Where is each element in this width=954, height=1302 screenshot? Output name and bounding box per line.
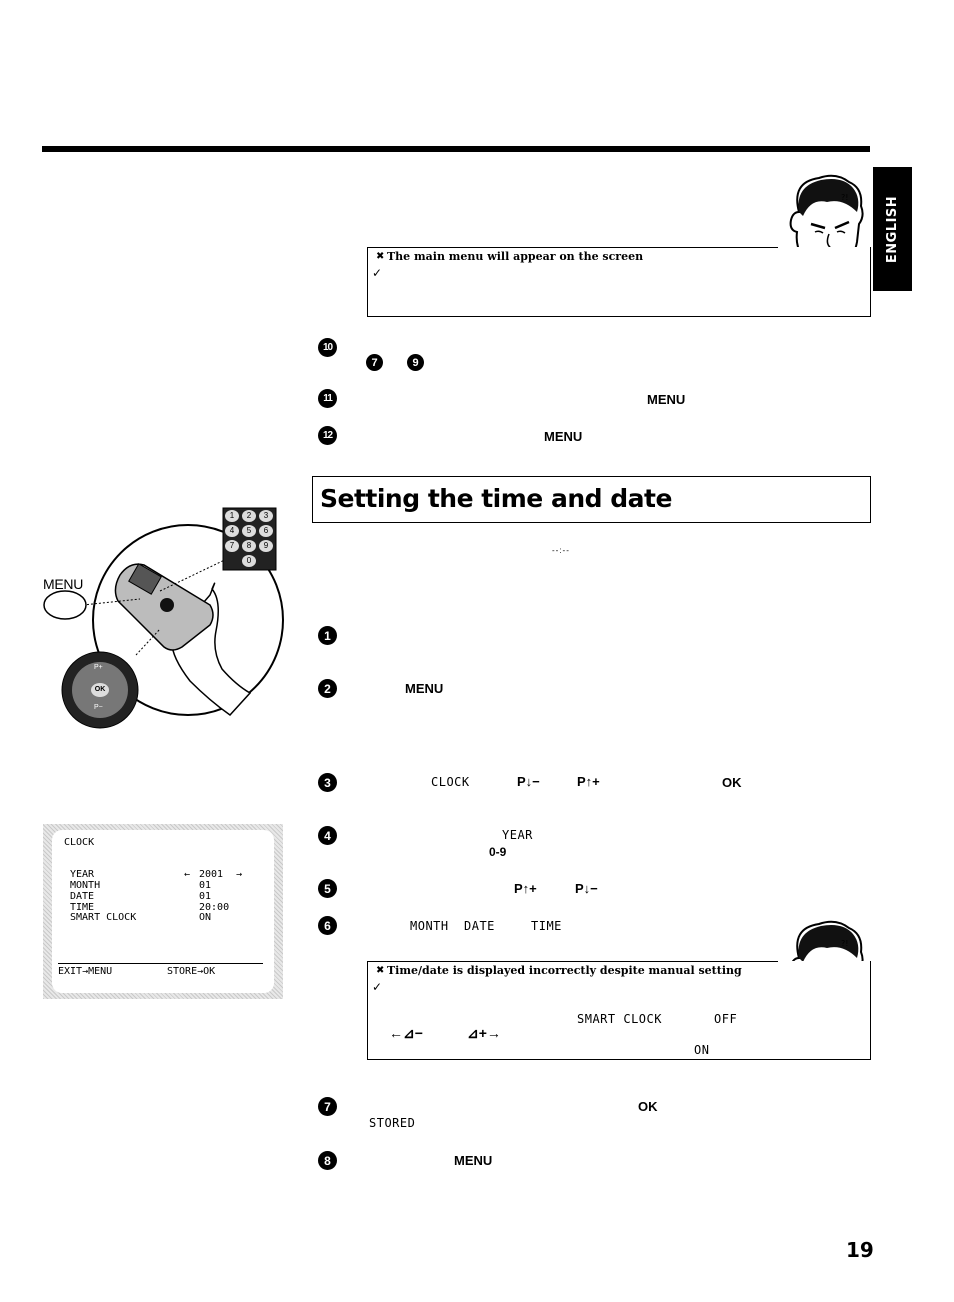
date-menu-item: DATE bbox=[464, 919, 495, 933]
language-tab-label: ENGLISH bbox=[885, 195, 901, 263]
step-number-3: 3 bbox=[318, 773, 337, 792]
year-menu-item: YEAR bbox=[502, 828, 533, 842]
keypad-key: 5 bbox=[242, 525, 256, 537]
p-up-key: P↑+ bbox=[514, 881, 537, 896]
keypad-key: 6 bbox=[259, 525, 273, 537]
page-number: 19 bbox=[846, 1238, 874, 1262]
digit-keys: 0-9 bbox=[489, 845, 507, 859]
time-placeholder: --:-- bbox=[552, 546, 570, 555]
svg-text:?!: ?! bbox=[841, 193, 849, 202]
screen-row-value: 20:00 bbox=[199, 902, 230, 913]
on-value: ON bbox=[694, 1043, 710, 1057]
keypad-key: 2 bbox=[242, 510, 256, 522]
step-number-2: 2 bbox=[318, 679, 337, 698]
screen-row-value: 2001 bbox=[199, 869, 224, 880]
menu-key-label: MENU bbox=[647, 392, 686, 407]
keypad-key: 1 bbox=[225, 510, 239, 522]
step-number-10: 10 bbox=[318, 338, 337, 357]
left-key: ←⊿− bbox=[389, 1025, 423, 1041]
screen-row-label: YEAR bbox=[70, 869, 95, 880]
note-box-main-menu bbox=[367, 247, 871, 317]
off-value: OFF bbox=[714, 1012, 738, 1026]
month-menu-item: MONTH bbox=[410, 919, 449, 933]
cross-icon: ✖ bbox=[376, 251, 385, 262]
tv-screen bbox=[43, 824, 283, 999]
p-up-key: P↑+ bbox=[577, 774, 600, 789]
check-icon: ✓ bbox=[372, 980, 383, 994]
tv-screen-display bbox=[52, 830, 274, 993]
step-ref-7: 7 bbox=[366, 354, 383, 371]
ok-key: OK bbox=[722, 775, 742, 790]
menu-key-label: MENU bbox=[544, 429, 583, 444]
screen-exit-hint: EXIT→MENU bbox=[58, 966, 113, 977]
section-title-box bbox=[312, 476, 871, 523]
screen-row-value: ON bbox=[199, 912, 212, 923]
step-number-6: 6 bbox=[318, 916, 337, 935]
header-rule bbox=[42, 146, 870, 152]
note-title: The main menu will appear on the screen bbox=[387, 250, 644, 263]
menu-key-label: MENU bbox=[454, 1153, 493, 1168]
arrow-left-icon: ← bbox=[184, 869, 191, 880]
screen-row-label: TIME bbox=[70, 902, 95, 913]
step-number-5: 5 bbox=[318, 879, 337, 898]
step-number-11: 11 bbox=[318, 389, 337, 408]
keypad-key: 4 bbox=[225, 525, 239, 537]
stored-message: STORED bbox=[369, 1116, 416, 1130]
cross-icon: ✖ bbox=[376, 965, 385, 976]
keypad-key: 0 bbox=[242, 555, 256, 567]
note-box-time-date bbox=[367, 961, 871, 1060]
arrow-right-icon: → bbox=[236, 869, 243, 880]
screen-row-label: DATE bbox=[70, 891, 95, 902]
screen-row-label: MONTH bbox=[70, 880, 101, 891]
menu-key-label: MENU bbox=[405, 681, 444, 696]
step-number-7: 7 bbox=[318, 1097, 337, 1116]
keypad-key: 8 bbox=[242, 540, 256, 552]
time-menu-item: TIME bbox=[531, 919, 562, 933]
note-title: Time/date is displayed incorrectly despite manual setting bbox=[387, 964, 742, 977]
step-number-4: 4 bbox=[318, 826, 337, 845]
p-minus-label: P− bbox=[94, 704, 103, 711]
keypad-key: 3 bbox=[259, 510, 273, 522]
section-title: Setting the time and date bbox=[320, 484, 672, 513]
step-number-8: 8 bbox=[318, 1151, 337, 1170]
keypad-key: 7 bbox=[225, 540, 239, 552]
screen-title: CLOCK bbox=[64, 837, 95, 848]
keypad-key: 9 bbox=[259, 540, 273, 552]
clock-menu-item: CLOCK bbox=[431, 775, 470, 789]
screen-store-hint: STORE→OK bbox=[167, 966, 216, 977]
step-ref-9: 9 bbox=[407, 354, 424, 371]
p-plus-label: P+ bbox=[94, 664, 103, 671]
p-down-key: P↓− bbox=[517, 774, 540, 789]
check-icon: ✓ bbox=[372, 266, 383, 280]
p-down-key: P↓− bbox=[575, 881, 598, 896]
keypad bbox=[225, 510, 275, 567]
language-tab bbox=[873, 167, 912, 291]
screen-row-value: 01 bbox=[199, 880, 212, 891]
screen-row-value: 01 bbox=[199, 891, 212, 902]
right-key: ⊿+→ bbox=[467, 1025, 501, 1041]
svg-text:?!: ?! bbox=[841, 939, 849, 948]
screen-row-label: SMART CLOCK bbox=[70, 912, 137, 923]
ok-button-illustration: OK bbox=[91, 683, 109, 697]
step-number-12: 12 bbox=[318, 426, 337, 445]
screen-divider bbox=[58, 963, 263, 964]
step-number-1: 1 bbox=[318, 626, 337, 645]
menu-callout-label: MENU bbox=[43, 576, 84, 592]
smart-clock-item: SMART CLOCK bbox=[577, 1012, 662, 1026]
ok-key: OK bbox=[638, 1099, 658, 1114]
